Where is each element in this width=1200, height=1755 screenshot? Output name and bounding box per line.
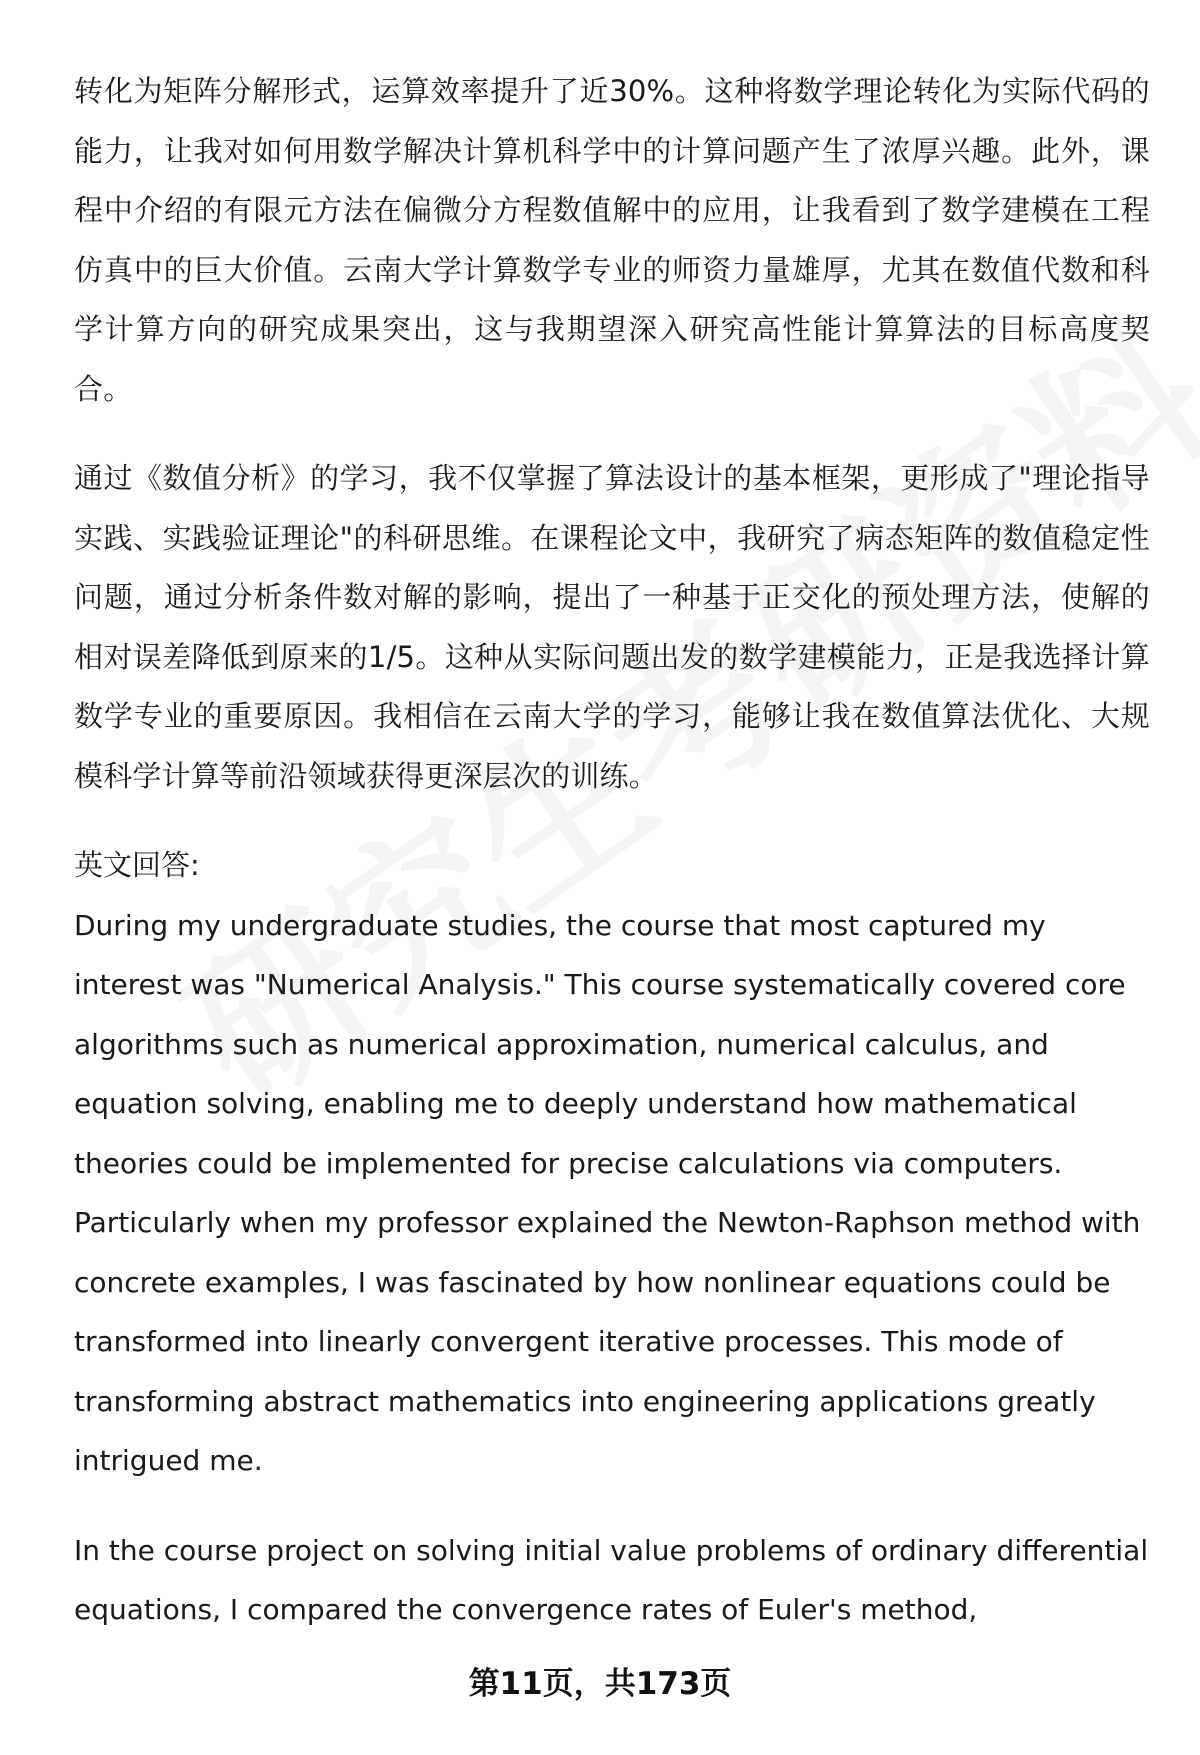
paragraph-cn-1: 转化为矩阵分解形式，运算效率提升了近30%。这种将数学理论转化为实际代码的能力，让我对如何用数学解决计算机科学中的计算问题产生了浓厚兴趣。此外，课程中介绍的有限元方法在偏微分方程数值解中的应用，让我看到了数学建模在工程仿真中的巨大价值。云南大学计算数学专业的师资力量雄厚，尤其在数值代数和科学计算方向的研究成果突出，这与我期望深入研究高性能计算算法的目标高度契合。 bbox=[74, 74, 1150, 406]
paragraph-cn-2: 通过《数值分析》的学习，我不仅掌握了算法设计的基本框架，更形成了"理论指导实践、实践验证理论"的科研思维。在课程论文中，我研究了病态矩阵的数值稳定性问题，通过分析条件数对解的影响，提出了一种基于正交化的预处理方法，使解的相对误差降低到原来的1/5。这种从实际问题出发的数学建模能力，正是我选择计算数学专业的重要原因。我相信在云南大学的学习，能够让我在数值算法优化、大规模科学计算等前沿领域获得更深层次的训练。 bbox=[74, 461, 1150, 793]
english-answer-label: 英文回答: bbox=[74, 848, 200, 882]
paragraph-en-2: In the course project on solving initial value problems of ordinary differential equations, I compared the convergence rates of Euler's method, bbox=[74, 1533, 1149, 1626]
paragraph-en-1: During my undergraduate studies, the course that most captured my interest was "Numerical Analysis." This course systematically covered core algorithms such as numerical approximation, numerical calculus, and equation solving, enabling me to deeply understand how mathematical theories could be implemented for precise calculations via computers. Particularly when my professor explained the Newton-Raphson method with concrete examples, I was fascinated by how nonlinear equations could be transformed into linearly convergent iterative processes. This mode of transforming abstract mathematics into engineering applications greatly intrigued me. bbox=[74, 908, 1141, 1477]
document-body bbox=[74, 62, 1150, 1640]
page-number-footer: 第11页，共173页 bbox=[468, 1666, 732, 1702]
